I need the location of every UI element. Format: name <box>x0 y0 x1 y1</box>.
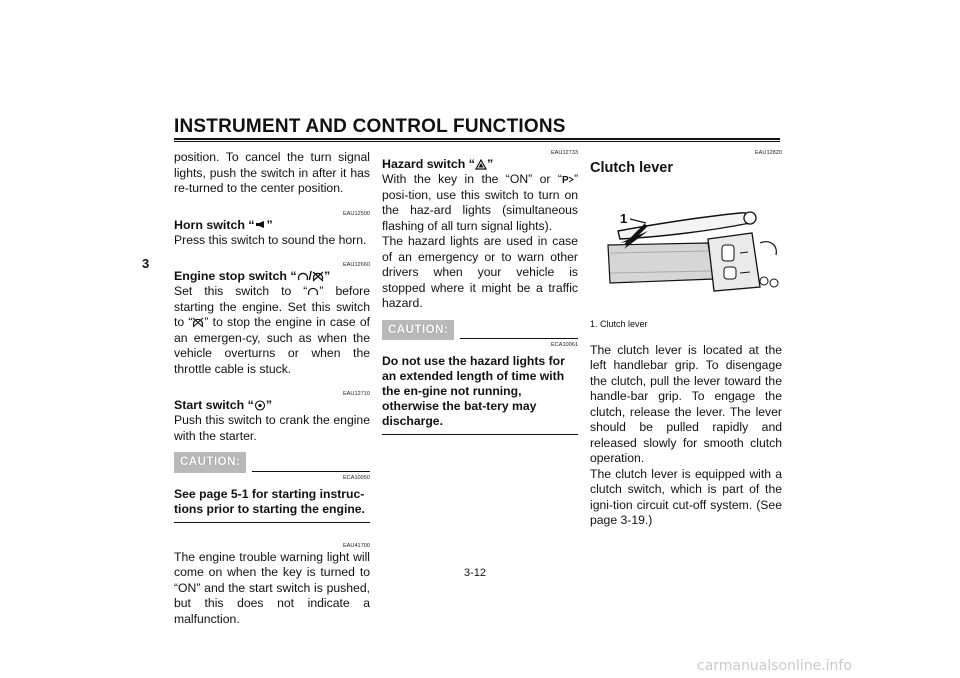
hazard-icon <box>475 159 487 170</box>
column-left <box>174 150 370 627</box>
engine-stop-body: Set this switch to “ ” before starting the engine. Set this switch to “ ” to stop the engine in case of an emergen-cy, such as when the vehicle overturns or when the throttle cable is stuck. <box>174 284 370 376</box>
caution-header <box>382 320 578 341</box>
start-switch-heading: Start switch “ ” <box>174 398 273 412</box>
start-icon <box>254 400 266 411</box>
trouble-light-body: The engine trouble warning light will come on when the key is turned to “ON” and the start switch is pushed, but this does not indicate a malfunction. <box>174 549 370 626</box>
caution-rule <box>252 471 370 472</box>
clutch-lever-body: The clutch lever is located at the left handlebar grip. To disengage the clutch, pull the lever toward the handle-bar grip. To engage the clutch, release the lever. The lever should be pulled rapidly and released slowly for smooth clutch operation. <box>590 342 782 465</box>
section-code: ECA10050 <box>342 474 370 481</box>
section-code: EAU12820 <box>754 150 782 156</box>
clutch-switch-body: The clutch lever is equipped with a clutch switch, which is part of the igni-tion circuit cut-off system. (See page 3-19.) <box>590 466 782 527</box>
hazard-usage-body: The hazard lights are used in case of an emergency or to warn other drivers when your vehicle is stopped where it might be a traffic hazard. <box>382 234 578 310</box>
chapter-number: 3 <box>142 256 150 271</box>
header-rule-thin <box>174 141 780 142</box>
clutch-lever-heading: Clutch lever <box>590 160 673 176</box>
hazard-switch-body: With the key in the “ON” or “ P ” posi-tion, use this switch to turn on the haz-ard lights (simultaneous flashing of all turn signal lights). <box>382 172 578 233</box>
intro-paragraph: position. To cancel the turn signal lights, push the switch in after it has re-turned to the center position. <box>174 150 370 195</box>
section-code: EAU12500 <box>342 210 370 217</box>
section-code: EAU12660 <box>342 262 370 268</box>
section-code: ECA10061 <box>550 342 578 348</box>
hazard-switch-heading: Hazard switch “ ” <box>382 157 494 171</box>
column-middle <box>382 150 578 435</box>
stop-icon <box>192 317 204 328</box>
section-code: EAU41700 <box>342 542 370 549</box>
caution-text: See page 5-1 for starting instruc-tions prior to starting the engine. <box>174 487 370 523</box>
figure-caption: 1. Clutch lever <box>590 319 648 329</box>
column-right <box>590 150 782 529</box>
figure-callout: 1 <box>620 211 628 226</box>
svg-text:P: P <box>561 175 569 185</box>
horn-switch-body: Press this switch to sound the horn. <box>174 232 367 247</box>
caution-text: Do not use the hazard lights for an extended length of time with the en-gine not running, otherwise the bat-tery may discharge. <box>382 354 578 435</box>
page-number: 3-12 <box>464 567 487 579</box>
parking-icon <box>562 174 574 185</box>
watermark: carmanualsonline.info <box>697 658 852 674</box>
stop-icon <box>312 271 324 282</box>
run-icon <box>307 286 319 297</box>
start-switch-body: Push this switch to crank the engine with the starter. <box>174 413 370 443</box>
header-rule <box>174 138 780 140</box>
caution-rule <box>460 338 578 339</box>
section-code: EAU12733 <box>550 150 578 156</box>
engine-stop-heading: Engine stop switch “ / ” <box>174 269 331 283</box>
caution-badge: CAUTION: <box>382 320 454 341</box>
run-icon <box>297 271 309 282</box>
page-title: INSTRUMENT AND CONTROL FUNCTIONS <box>174 116 566 137</box>
horn-switch-heading: Horn switch “ ” <box>174 217 273 232</box>
section-code: EAU12710 <box>342 391 370 397</box>
clutch-lever-illustration <box>590 183 782 311</box>
horn-icon <box>255 220 267 231</box>
caution-badge: CAUTION: <box>174 452 246 473</box>
caution-header <box>174 452 370 473</box>
clutch-lever-figure <box>590 183 782 311</box>
